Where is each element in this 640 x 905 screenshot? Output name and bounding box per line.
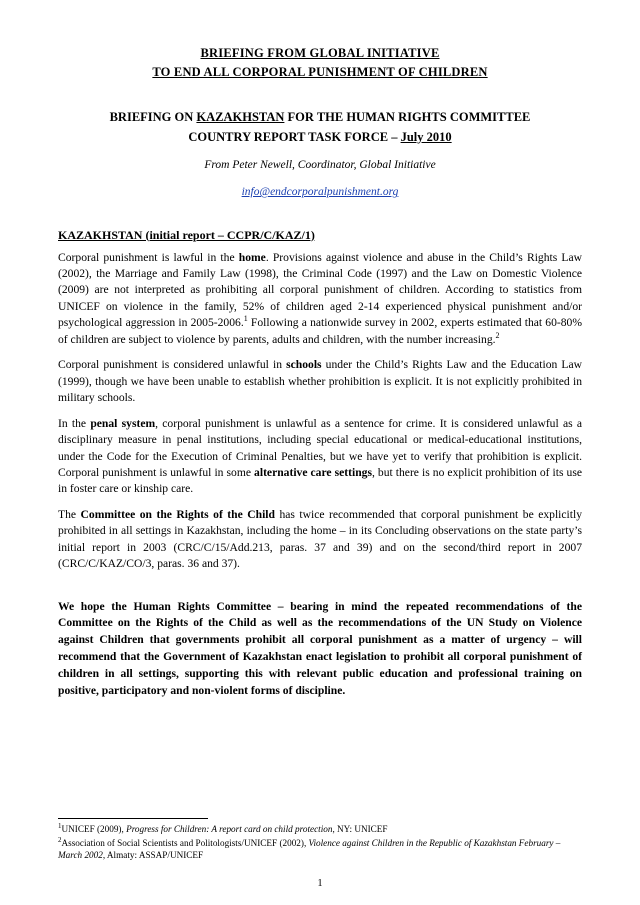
- footnote-2: [58, 837, 582, 862]
- page-title-line-2: TO END ALL CORPORAL PUNISHMENT OF CHILDREN: [152, 65, 488, 80]
- footnote-2-italic: Violence against Children in the Republic of Kazakhstan February – March 2002: [58, 837, 561, 861]
- paragraph-home-text-1: Corporal punishment is lawful in the: [58, 250, 239, 264]
- footnote-divider: [58, 818, 208, 819]
- footnotes-section: [58, 818, 582, 863]
- footnote-1-text-1: UNICEF (2009),: [61, 823, 127, 834]
- footnote-1-italic: Progress for Children: A report card on child protection: [126, 823, 333, 834]
- paragraph-committee-bold-crc: Committee on the Rights of the Child: [80, 507, 275, 521]
- paragraph-home-text-3: Following a nationwide survey in 2002, experts estimated that 60-80% of children are subject to violence by parents, adults and children, with the number increasing.: [58, 316, 583, 346]
- footnote-2-text-1: Association of Social Scientists and Politologists/UNICEF (2002),: [61, 837, 309, 848]
- footnote-ref-1[interactable]: 1: [243, 314, 248, 324]
- paragraph-schools-bold-schools: schools: [286, 358, 322, 372]
- task-force-date: July 2010: [400, 129, 452, 144]
- footnote-2-marker: 2: [58, 835, 62, 844]
- paragraph-committee-text-1: The: [58, 507, 81, 521]
- paragraph-penal-bold-penal-system: penal system: [90, 416, 156, 430]
- spacer: [58, 147, 582, 156]
- footnote-1-marker: 1: [58, 821, 62, 830]
- paragraph-conclusion: We hope the Human Rights Committee – bearing in mind the repeated recommendations of the Committee on the Rights of the Child as well as the recommendations of the UN Study on Violence against Children that governments prohibit all corporal punishment as a matter of urgency – will recommend that the Government of Kazakhstan enact legislation to prohibit all corporal punishment of children in all settings, supporting this with relevant public education and professional training on positive, participatory and non-violent forms of discipline.: [58, 599, 582, 697]
- page-title-line-1: BRIEFING FROM GLOBAL INITIATIVE: [200, 46, 440, 60]
- paragraph-home: [58, 250, 582, 349]
- spacer: [58, 83, 582, 107]
- page-number: 1: [317, 878, 323, 889]
- briefing-subtitle-prefix: BRIEFING ON: [109, 109, 197, 124]
- task-force-label: COUNTRY REPORT TASK FORCE –: [188, 129, 401, 144]
- paragraph-committee: [58, 507, 582, 573]
- briefing-subtitle-suffix: FOR THE HUMAN RIGHTS COMMITTEE: [284, 109, 531, 124]
- author-byline: From Peter Newell, Coordinator, Global Initiative: [204, 158, 436, 171]
- spacer: [58, 174, 582, 183]
- contact-email-link[interactable]: info@endcorporalpunishment.org: [241, 186, 399, 199]
- paragraph-penal-text-2: , corporal punishment is unlawful as a sentence for crime. It is considered unlawful as a disciplinary measure in penal institutions, including special educational or medical-educational institutions, under the Code for the Execution of Criminal Penalties, but we have yet to verify that prohibition is explicit. Corporal punishment is unlawful in some: [58, 416, 582, 479]
- paragraph-penal-text-3: , but there is no explicit prohibition of its use in foster care or kinship care.: [58, 465, 582, 496]
- briefing-subtitle-line-1: [58, 107, 582, 127]
- paragraph-schools-text-1: Corporal punishment is considered unlawful in: [58, 358, 287, 372]
- paragraph-penal-bold-alternative-care: alternative care settings: [254, 465, 372, 479]
- briefing-subtitle-line-2: [58, 127, 582, 147]
- paragraph-schools-text-2: under the Child’s Rights Law and the Education Law (1999), though we have been unable to establish whether prohibition is explicit. It is not explicitly prohibited in military schools.: [58, 358, 582, 405]
- document-title-block: [58, 44, 582, 83]
- paragraph-penal-text-1: In the: [58, 416, 91, 430]
- paragraph-penal-system: [58, 416, 582, 498]
- footnote-1: [58, 823, 582, 836]
- section-heading: KAZAKHSTAN (initial report – CCPR/C/KAZ/1): [58, 227, 315, 242]
- paragraph-committee-text-2: has twice recommended that corporal punishment be explicitly prohibited in all settings in Kazakhstan, including the home – in its Concluding observations on the state party’s initial report in 2003 (CRC/C/15/Add.213, paras. 37 and 39) and on the second/third report in 2007 (CRC/C/KAZ/CO/3, paras. 36 and 37).: [58, 507, 583, 571]
- footnote-1-text-2: , NY: UNICEF: [332, 823, 388, 834]
- paragraph-home-text-2: . Provisions against violence and abuse in the Child’s Rights Law (2002), the Marriage and Family Law (1998), the Criminal Code (1997) and the Law on Domestic Violence (2009) are not interpreted as prohibiting all corporal punishment of children. According to statistics from UNICEF on violence in the family, 52% of children aged 2-14 experienced physical punishment and/or psychological aggression in 2005-2006.: [58, 250, 582, 330]
- briefing-country: KAZAKHSTAN: [196, 109, 285, 124]
- paragraph-schools: [58, 357, 582, 406]
- footnote-ref-2[interactable]: 2: [495, 330, 500, 340]
- paragraph-home-bold-home: home: [238, 250, 266, 264]
- footnote-2-text-2: , Almaty: ASSAP/UNICEF: [102, 850, 204, 861]
